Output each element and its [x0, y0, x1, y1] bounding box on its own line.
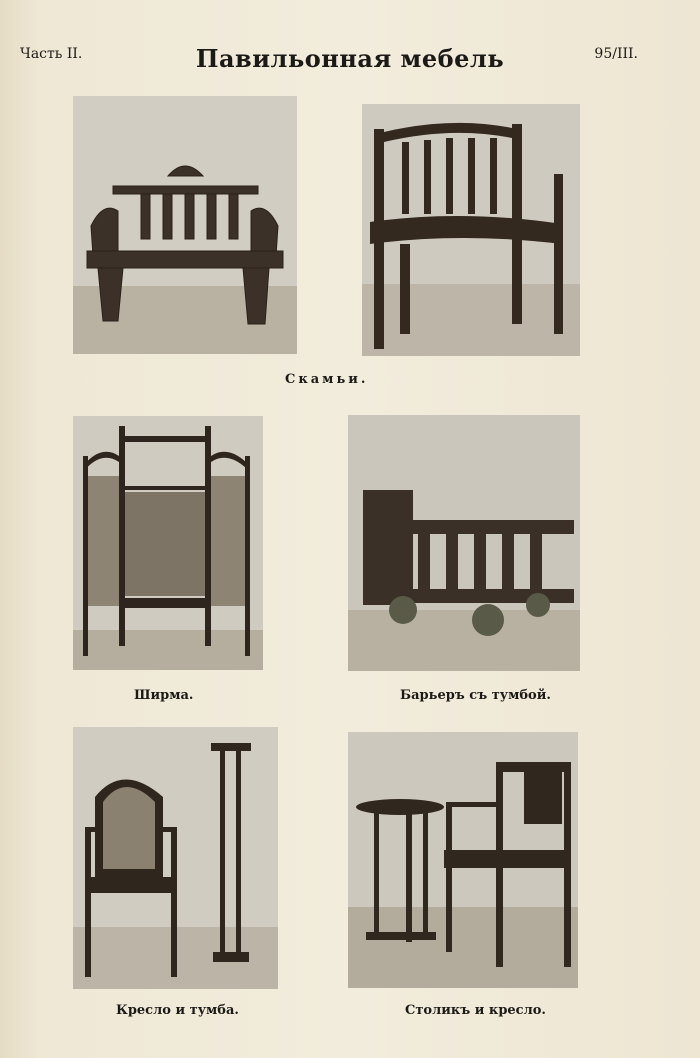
benches-caption: Скамьи. [285, 372, 369, 387]
folding-screen-photo [73, 416, 263, 670]
bench-spindle-photo [362, 104, 580, 356]
table-armchair-photo [348, 732, 578, 988]
part-label: Часть II. [20, 46, 83, 62]
barrier-caption: Барьеръ съ тумбой. [400, 688, 551, 703]
screen-caption: Ширма. [134, 688, 194, 703]
armchair-stand-caption: Кресло и тумба. [116, 1003, 239, 1018]
barrier-photo [348, 415, 580, 671]
table-armchair-caption: Столикъ и кресло. [405, 1003, 546, 1018]
armchair-stand-photo [73, 727, 278, 989]
page-number: 95/III. [594, 46, 638, 62]
bench-carved-photo [73, 96, 297, 354]
page-title: Павильонная мебель [195, 44, 505, 73]
